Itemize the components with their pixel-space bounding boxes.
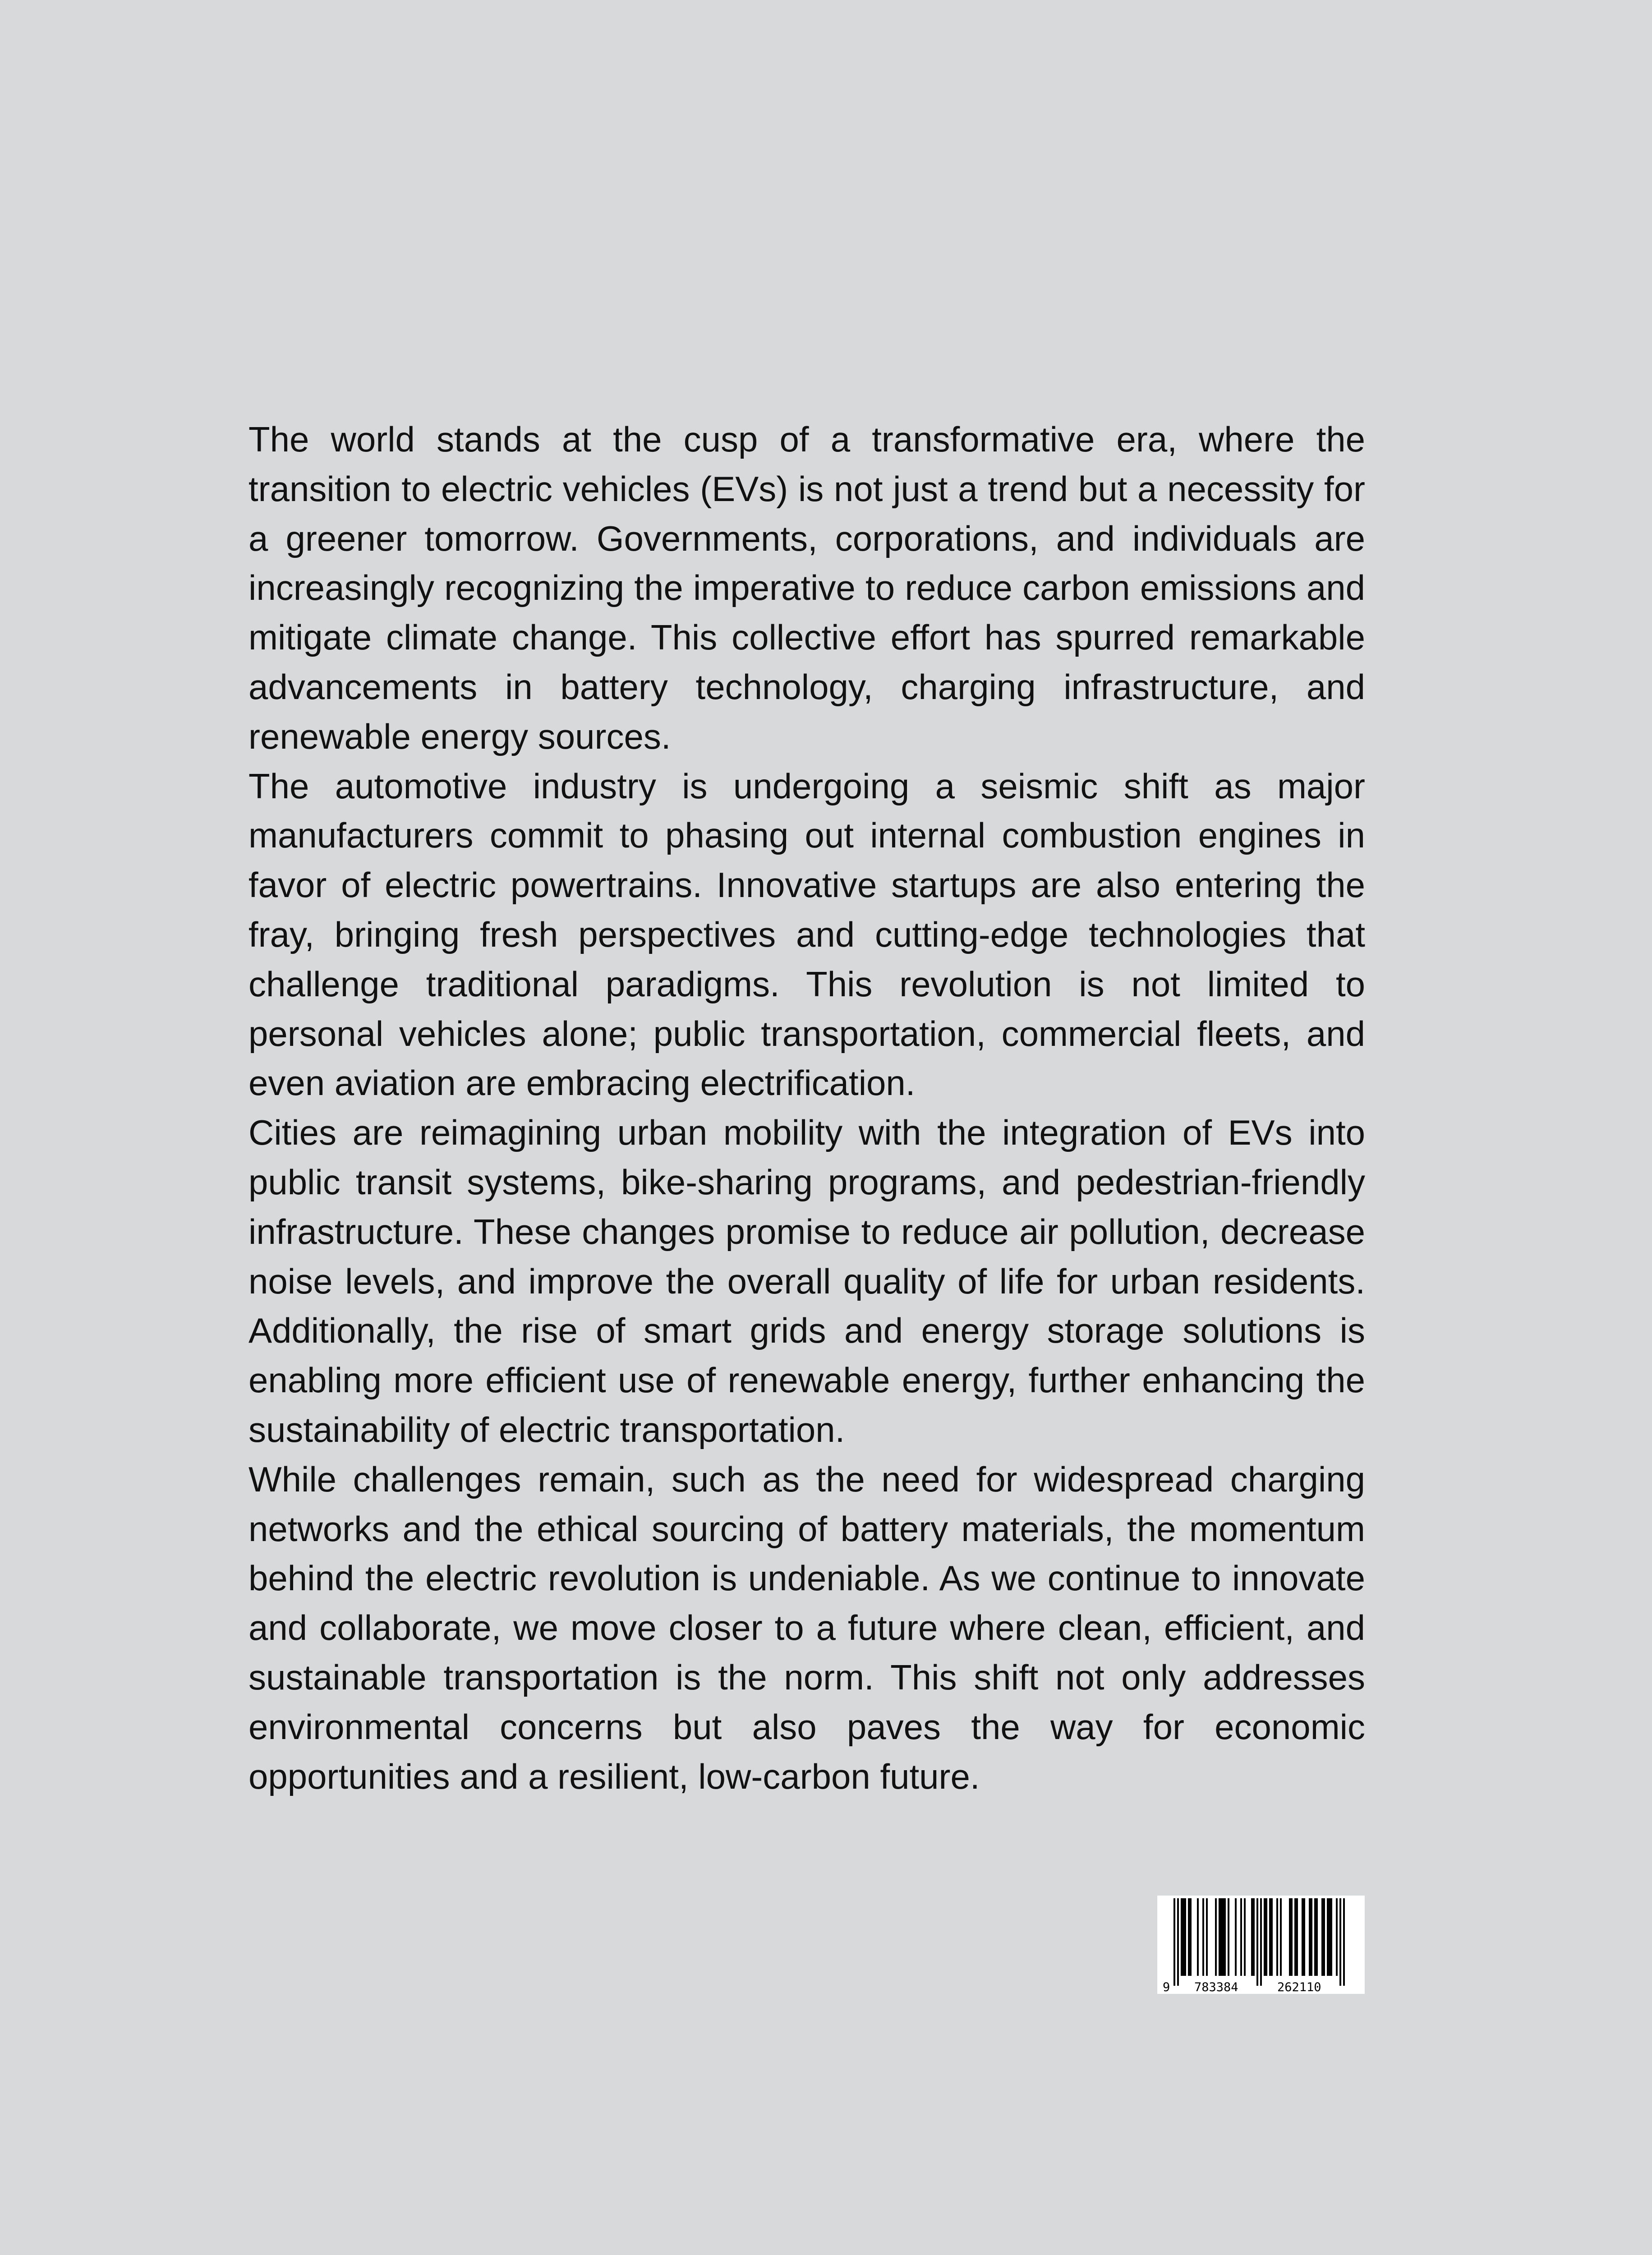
- barcode-bar: [1336, 1898, 1338, 1976]
- barcode-guard-bar: [1339, 1898, 1341, 1986]
- barcode-bar: [1197, 1898, 1199, 1976]
- barcode-guard-bar: [1260, 1898, 1262, 1986]
- barcode-bar: [1289, 1898, 1293, 1976]
- barcode-bar: [1235, 1898, 1237, 1976]
- barcode-bar: [1327, 1898, 1332, 1976]
- blurb-paragraph-1: The world stands at the cusp of a transformative era, where the transition to electric vehicles (EVs) is not just a trend but a necessity for a greener tomorrow. Governments, corporations, and individuals are increasingly recognizing the imperative to reduce carbon emissions and mitigate climate change. This collective effort has spurred remarkable advancements in battery technology, charging infrastructure, and renewable energy sources.: [248, 419, 1365, 756]
- barcode-bar: [1276, 1898, 1278, 1976]
- blurb-paragraph-2: The automotive industry is undergoing a seismic shift as major manufacturers commit to phasing out internal combustion engines in favor of electric powertrains. Innovative startups are also entering the fray, bringing fresh perspectives and cutting-edge technologies that challenge traditional paradigms. This revolution is not limited to personal vehicles alone; public transportation, commercial fleets, and even aviation are embracing electrification.: [248, 766, 1365, 1103]
- barcode-bar: [1215, 1898, 1217, 1976]
- barcode-bar: [1264, 1898, 1267, 1976]
- barcode-bar: [1228, 1898, 1229, 1976]
- barcode-lead-digit: 9: [1163, 1980, 1170, 1994]
- barcode-guard-bar: [1343, 1898, 1345, 1986]
- barcode-bar: [1280, 1898, 1282, 1976]
- barcode-guard-bar: [1173, 1898, 1175, 1986]
- barcode-graphic: [1157, 1896, 1365, 1994]
- blurb-paragraph-4: While challenges remain, such as the need for widespread charging networks and the ethical sourcing of battery materials, the momentum behind the electric revolution is undeniable. As we continue to innovate and collaborate, we move closer to a future where clean, efficient, and sustainable transportation is the norm. This shift not only addresses environmental concerns but also paves the way for economic opportunities and a resilient, low-carbon future.: [248, 1459, 1365, 1796]
- barcode-bar: [1219, 1898, 1226, 1976]
- barcode-bar: [1188, 1898, 1192, 1976]
- barcode-bar: [1314, 1898, 1318, 1976]
- isbn-barcode: [1157, 1896, 1365, 1994]
- barcode-bar: [1202, 1898, 1204, 1976]
- barcode-guard-bar: [1256, 1898, 1258, 1986]
- barcode-right-digits: 262110: [1277, 1980, 1321, 1994]
- barcode-bar: [1251, 1898, 1255, 1976]
- barcode-bar: [1321, 1898, 1325, 1976]
- barcode-bar: [1181, 1898, 1186, 1976]
- barcode-bar: [1309, 1898, 1312, 1976]
- barcode-bar: [1294, 1898, 1298, 1976]
- blurb-text: [248, 415, 1365, 1801]
- barcode-bar: [1206, 1898, 1208, 1976]
- barcode-bar: [1244, 1898, 1246, 1976]
- barcode-bar: [1302, 1898, 1305, 1976]
- barcode-guard-bar: [1177, 1898, 1179, 1986]
- barcode-left-digits: 783384: [1194, 1980, 1238, 1994]
- barcode-bar: [1269, 1898, 1273, 1976]
- barcode-bar: [1240, 1898, 1242, 1976]
- blurb-paragraph-3: Cities are reimagining urban mobility with the integration of EVs into public transit systems, bike-sharing programs, and pedestrian-friendly infrastructure. These changes promise to reduce air pollution, decrease noise levels, and improve the overall quality of life for urban residents. Additionally, the rise of smart grids and energy storage solutions is enabling more efficient use of renewable energy, further enhancing the sustainability of electric transportation.: [248, 1113, 1365, 1450]
- barcode-bars: [1173, 1898, 1345, 1986]
